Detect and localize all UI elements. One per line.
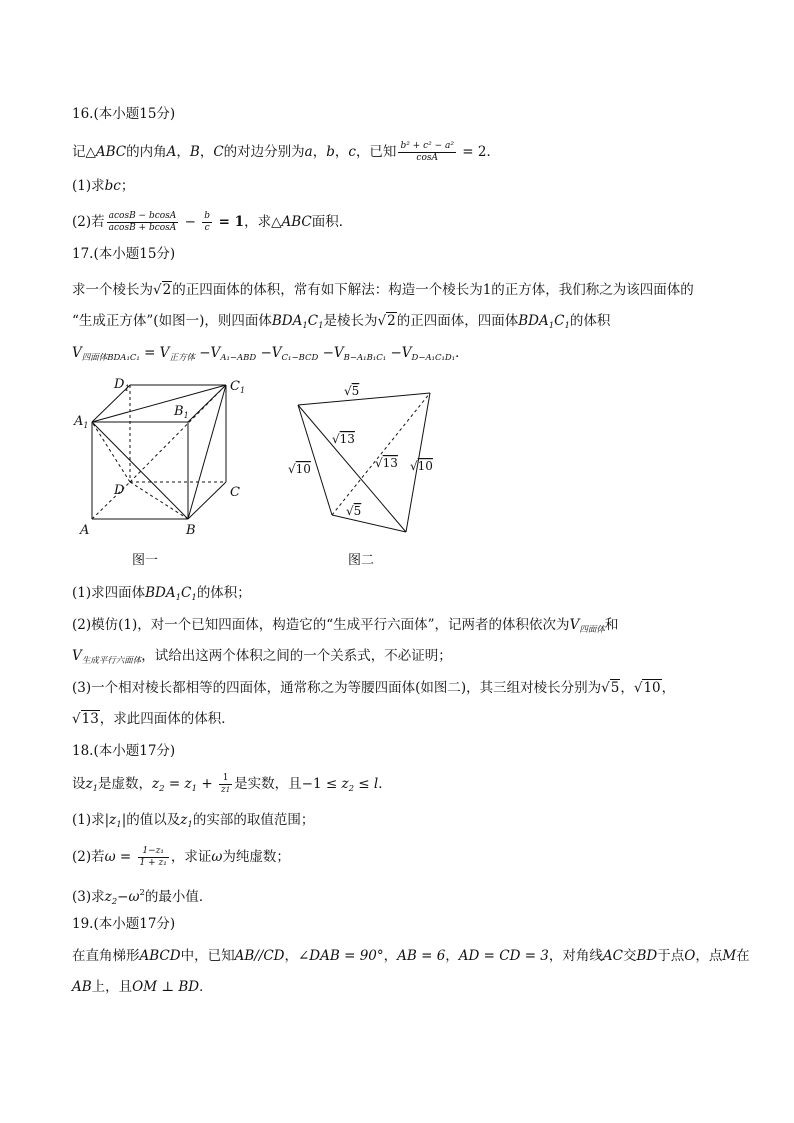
q18-header: 18.(本小题17分): [72, 743, 176, 759]
edge-label-sqrt10-left: √10: [288, 462, 311, 476]
q16-part2-b-over-c: $\frac{b}{c}$: [204, 211, 210, 233]
q16-stem: 记△ABC的内角A，B，C的对边分别为a，b，c，已知 $\frac{\text{b² + c² − a²}}{\cos A}$ = 2．: [72, 141, 500, 163]
q18-part3: (3)求$z_2-\omega^2$的最小值．: [72, 888, 213, 907]
q19-line2: AB上，且OM ⊥ BD．: [72, 979, 213, 995]
label-B: B: [186, 523, 196, 538]
q17-line3: $V_{四面体BDA_1C_1} = V_{正方体} -V_{A_1-ABD} -V_{C_1-BCD} -V_{B-A_1B_1C_1} -V_{D-A_1C_1D_1}$．: [72, 345, 469, 363]
q18-omega-fraction: $\frac{\text{1−z₁}}{\text{1 + z₁}}$: [139, 846, 167, 868]
q17-header: 17.(本小题15分): [72, 246, 176, 262]
label-D1: $D_1$: [114, 377, 130, 393]
edge-label-sqrt5-bottom: √5: [346, 504, 362, 518]
label-C: C: [230, 485, 240, 500]
q19-line1: 在直角梯形ABCD中，已知AB//CD，∠DAB = 90°，AB = 6，AD = CD = 3，对角线AC交BD于点O，点M在: [72, 948, 750, 964]
label-A1: $A_1$: [74, 414, 89, 430]
edge-label-sqrt10-right: √10: [410, 459, 433, 473]
q17-line1: 求一个棱长为√2的正四面体的体积，常有如下解法：构造一个棱长为1的正方体，我们称之为该四面体的: [72, 282, 694, 298]
q18-stem: 设$z_1$是虚数，$z_2 = z_1$ + $\frac{1}{z1}$ 是实数，且$-1 \le z_2 \le l$．: [72, 773, 392, 795]
q17-part3-line2: √13，求此四面体的体积．: [72, 711, 235, 727]
q19-header: 19.(本小题17分): [72, 916, 176, 932]
q16-part2: (2)若 $\frac{acosB - bcosA}{acosB + bcosA}$ − $\frac{b}{c}$ = 1，求△ABC面积．: [72, 211, 353, 233]
label-B1: $B_1$: [174, 404, 189, 420]
label-A: A: [80, 523, 90, 538]
q17-part3-line1: (3)一个相对棱长都相等的四面体，通常称之为等腰四面体(如图二)，其三组对棱长分别为√5，√10，: [72, 680, 676, 696]
edge-label-sqrt5-top: √5: [344, 384, 360, 398]
q16-fraction: $\frac{\text{b² + c² − a²}}{\cos A}$: [400, 141, 454, 163]
label-D: D: [114, 483, 125, 498]
q18-one-over-z1: $\frac{1}{z1}$: [220, 773, 231, 795]
edge-label-sqrt13-b: √13: [375, 456, 398, 470]
q16-part2-fraction: $\frac{acosB - bcosA}{acosB + bcosA}$: [108, 211, 177, 233]
figure-2-tetrahedron: [280, 375, 460, 540]
q17-line2: “生成正方体”(如图一)，则四面体$BDA_1C_1$是棱长为√2的正四面体，四面体$BDA_1C_1$的体积: [72, 313, 611, 331]
q18-part1: (1)求$|z_1|$的值以及$z_1$的实部的取值范围；: [72, 812, 315, 830]
q18-part2: (2)若ω = $\frac{\text{1−z₁}}{\text{1 + z₁}}$ ，求证ω为纯虚数；: [72, 846, 290, 868]
q16-header: 16.(本小题15分): [72, 106, 176, 122]
edge-label-sqrt13-a: √13: [332, 432, 355, 446]
q17-part1: (1)求四面体$BDA_1C_1$的体积；: [72, 585, 251, 603]
label-C1: $C_1$: [230, 379, 246, 395]
figure-1-caption: 图一: [132, 553, 159, 568]
q17-part2-line2: $V_{生成平行六面体}$，试给出这两个体积之间的一个关系式，不必证明；: [72, 648, 452, 666]
figure-1-cube: [70, 372, 250, 542]
q17-part2-line1: (2)模仿(1)，对一个已知四面体，构造它的“生成平行六面体”，记两者的体积依次为$V_{四面体}$和: [72, 617, 619, 635]
figure-2-caption: 图二: [348, 553, 375, 568]
q16-part1: (1)求bc；: [72, 178, 135, 194]
